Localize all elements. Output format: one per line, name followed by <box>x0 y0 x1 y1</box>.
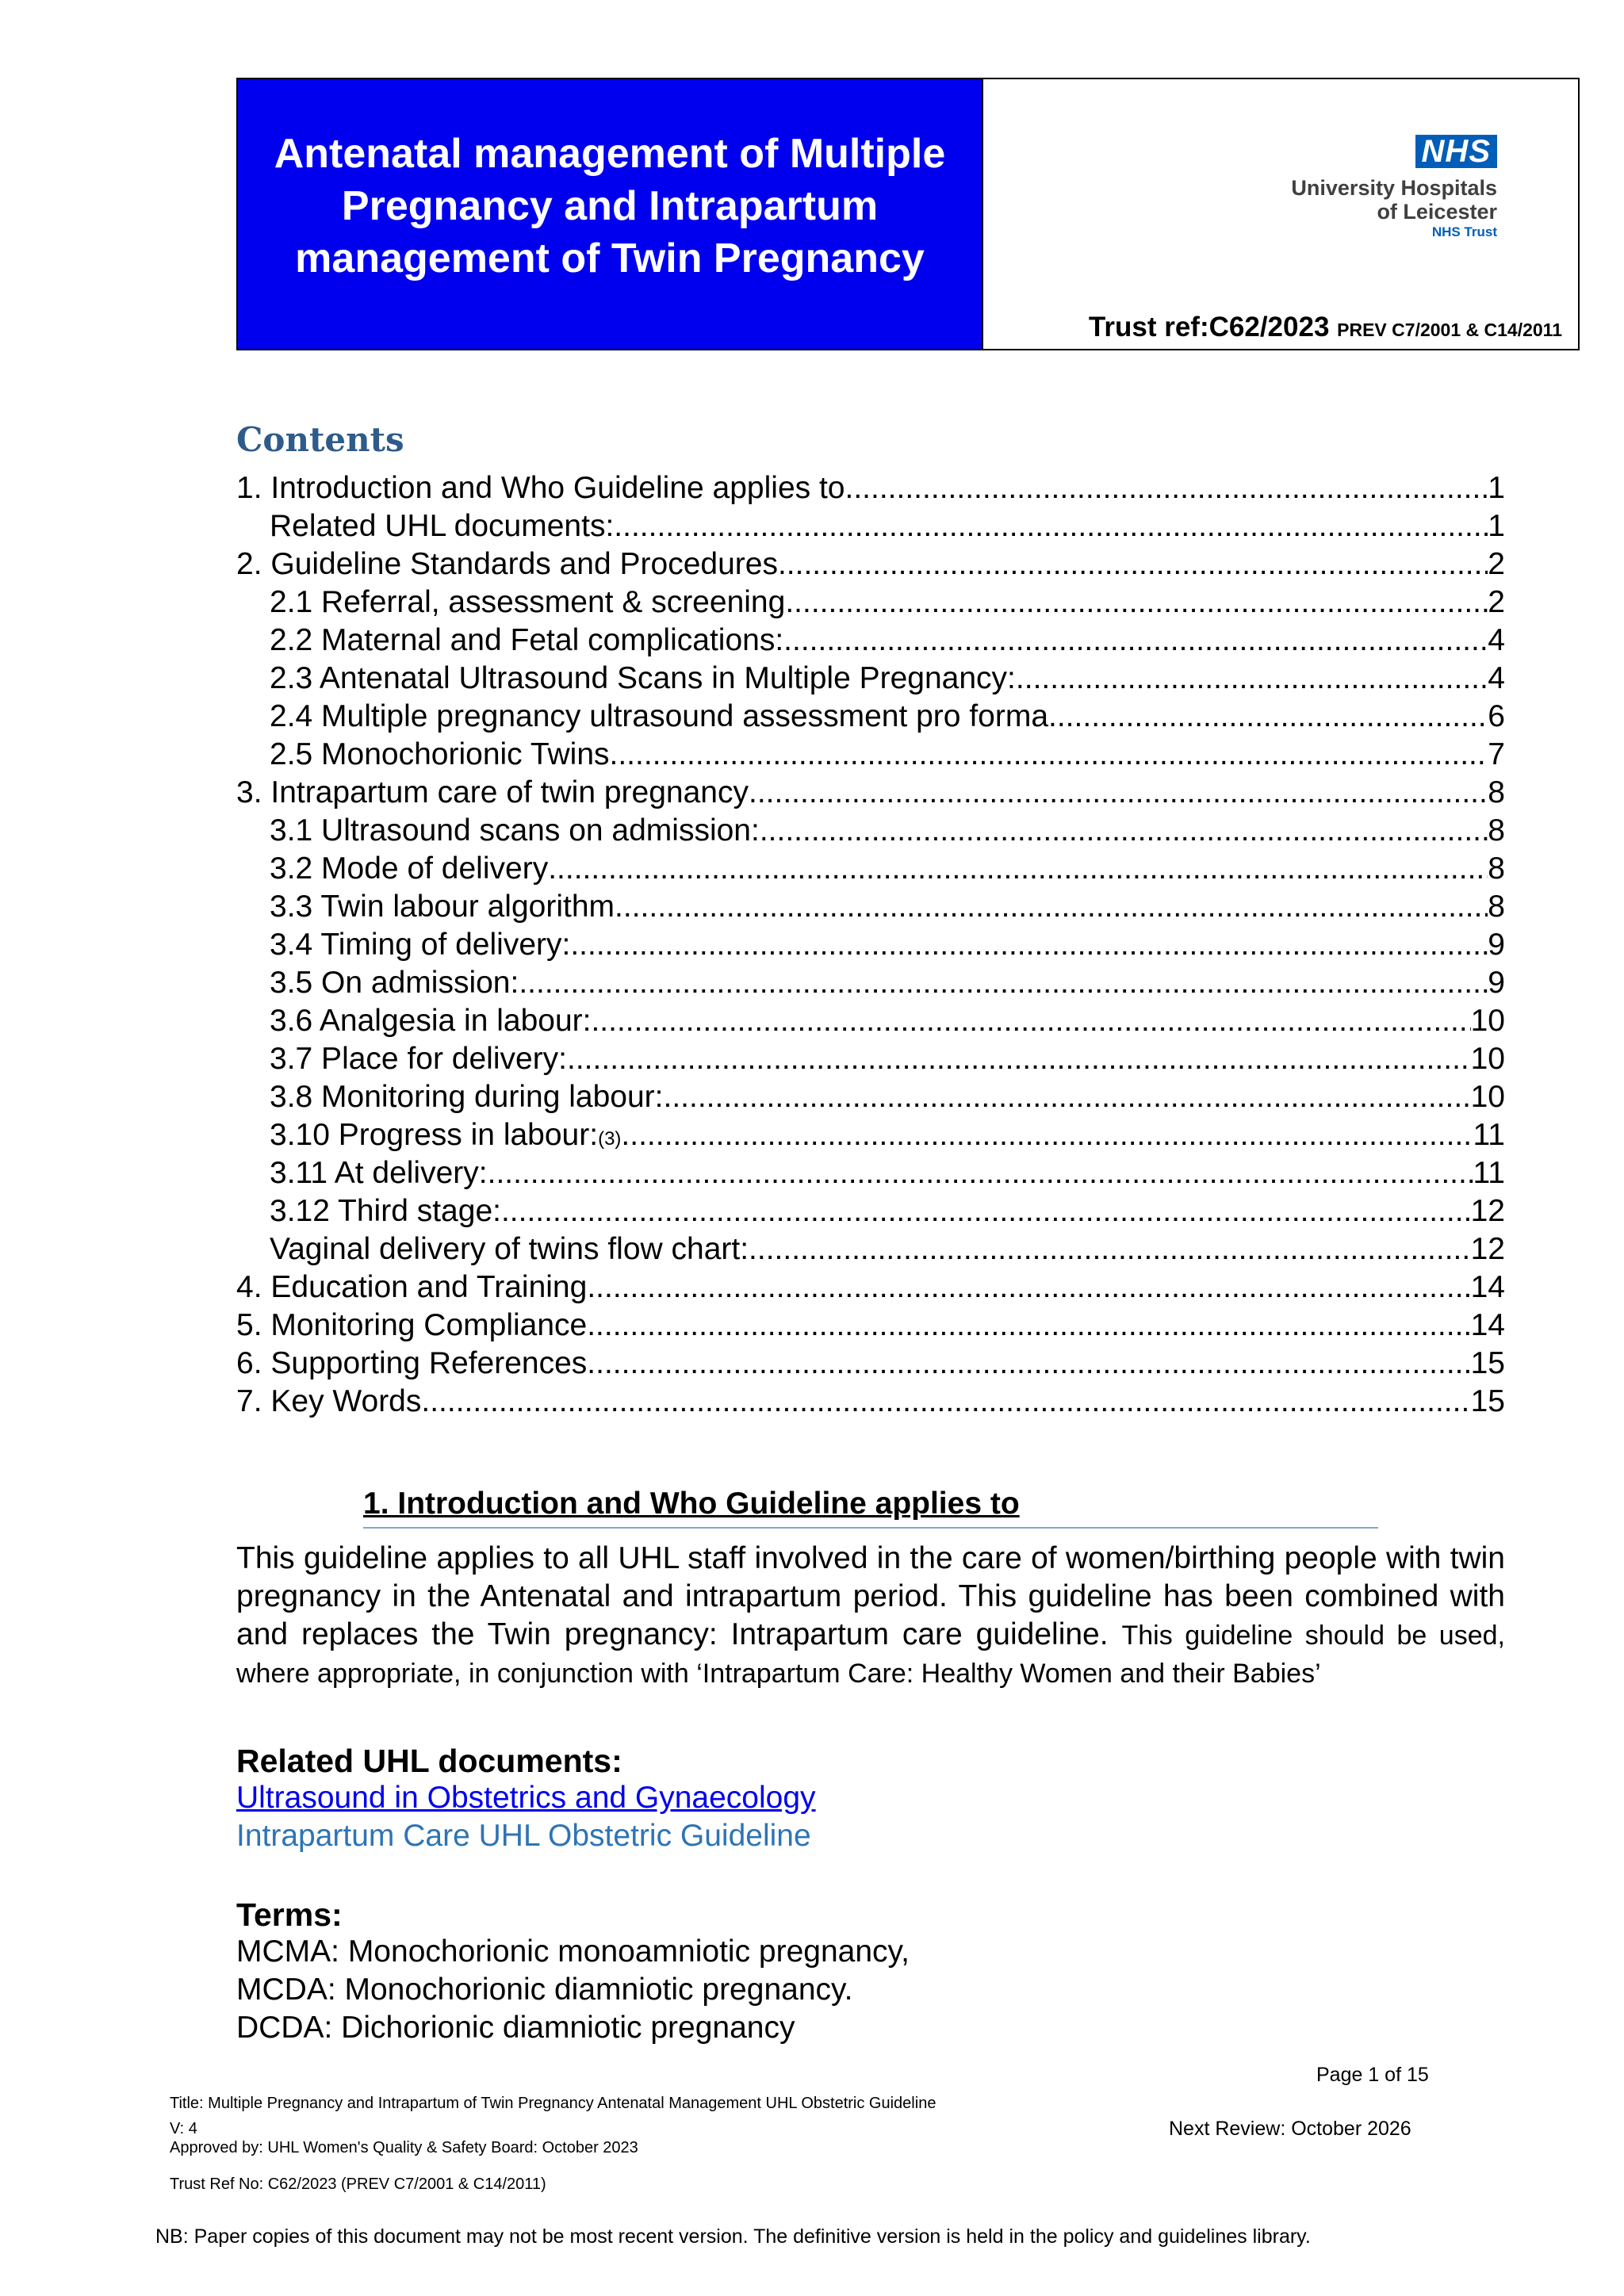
trust-ref-text: Trust ref:C62/2023 <box>1088 312 1330 342</box>
toc-dot-leader <box>785 584 1488 622</box>
toc-entry[interactable] <box>236 698 1505 736</box>
toc-entry-page: 2 <box>1488 585 1505 619</box>
toc-entry-title: 6. Supporting References <box>236 1346 588 1380</box>
terms-heading: Terms: <box>236 1896 343 1933</box>
toc-dot-leader <box>663 1078 1470 1116</box>
toc-dot-leader <box>587 1269 1470 1307</box>
footer-trust-ref: Trust Ref No: C62/2023 (PREV C7/2001 & C14/2011) <box>170 2175 546 2193</box>
toc-entry[interactable] <box>236 964 1505 1002</box>
toc-dot-leader <box>1016 660 1488 698</box>
toc-entry-page: 10 <box>1470 1042 1505 1076</box>
intro-paragraph <box>236 1540 1505 1692</box>
logo-line-3: NHS Trust <box>1431 224 1497 239</box>
toc-entry-page: 8 <box>1488 775 1505 809</box>
section-1-heading: 1. Introduction and Who Guideline applies to <box>363 1484 1378 1529</box>
toc-entry-title: 2.2 Maternal and Fetal complications: <box>270 623 784 657</box>
toc-entry[interactable] <box>236 1345 1505 1383</box>
toc-entry[interactable] <box>236 1078 1505 1116</box>
toc-entry-title: 1. Introduction and Who Guideline applies to <box>236 471 845 505</box>
toc-entry-title: 3.2 Mode of delivery <box>270 851 549 886</box>
toc-dot-leader <box>587 1307 1470 1345</box>
toc-entry-page: 9 <box>1488 966 1505 1000</box>
intro-text-main: This guideline applies to all UHL staff involved in the care of women/birthing people with twin pregnancy in the Antenatal and intrapartum period. This guideline has been combined with and replaces the Twin pregnancy: Intrapartum care guideline. <box>236 1541 1505 1651</box>
toc-entry-page: 2 <box>1488 547 1505 581</box>
toc-entry[interactable] <box>236 774 1505 812</box>
toc-entry-title: 2. Guideline Standards and Procedures <box>236 547 778 581</box>
toc-entry[interactable] <box>236 1192 1505 1230</box>
toc-entry-page: 10 <box>1470 1004 1505 1038</box>
logo-line-1: University Hospitals <box>1291 176 1497 200</box>
toc-dot-leader <box>760 812 1488 850</box>
toc-entry[interactable] <box>236 622 1505 660</box>
toc-dot-leader <box>1048 698 1488 736</box>
nhs-badge: NHS <box>1415 135 1497 168</box>
intrapartum-guideline-link[interactable]: Intrapartum Care UHL Obstetric Guideline <box>236 1819 811 1853</box>
toc-entry[interactable] <box>236 1307 1505 1345</box>
related-documents-heading: Related UHL documents: <box>236 1743 622 1779</box>
toc-entry-title: 2.3 Antenatal Ultrasound Scans in Multiple Pregnancy: <box>270 661 1016 695</box>
toc-entry-page: 14 <box>1470 1270 1505 1304</box>
toc-dot-leader <box>749 774 1488 812</box>
toc-entry-title: 3.11 At delivery: <box>270 1156 488 1190</box>
toc-entry[interactable] <box>236 660 1505 698</box>
footer-next-review: Next Review: October 2026 <box>1169 2118 1411 2140</box>
toc-entry[interactable] <box>236 926 1505 964</box>
toc-entry-title: 3.6 Analgesia in labour: <box>270 1004 592 1038</box>
toc-entry-title: 3.8 Monitoring during labour: <box>270 1080 664 1114</box>
toc-entry[interactable] <box>236 1040 1505 1078</box>
term-mcda: MCDA: Monochorionic diamniotic pregnancy. <box>236 1973 853 2007</box>
toc-entry[interactable] <box>236 736 1505 774</box>
toc-entry-title: 3.10 Progress in labour: <box>270 1118 599 1152</box>
ultrasound-guideline-link[interactable]: Ultrasound in Obstetrics and Gynaecology <box>236 1781 816 1815</box>
toc-dot-leader <box>488 1154 1473 1192</box>
footer-title: Title: Multiple Pregnancy and Intrapartum of Twin Pregnancy Antenatal Management UHL Obstetric Guideline <box>170 2095 936 2112</box>
toc-dot-leader <box>587 1345 1470 1383</box>
toc-entry[interactable] <box>236 812 1505 850</box>
contents-heading: Contents <box>236 420 404 459</box>
toc-entry[interactable] <box>236 469 1505 507</box>
toc-entry-page: 8 <box>1488 851 1505 886</box>
toc-dot-leader <box>548 850 1488 888</box>
toc-dot-leader <box>519 964 1488 1002</box>
toc-dot-leader <box>783 622 1488 660</box>
intro-text-secondary: This guideline should be used, where appropriate, in conjunction with ‘Intrapartum Care: Healthy Women and their Babies’ <box>236 1621 1505 1689</box>
toc-entry-page: 12 <box>1470 1232 1505 1266</box>
toc-entry-title: 3.7 Place for delivery: <box>270 1042 568 1076</box>
toc-entry[interactable] <box>236 1269 1505 1307</box>
footer-version: V: 4 <box>170 2120 197 2137</box>
toc-dot-leader <box>615 888 1488 926</box>
toc-entry[interactable] <box>236 545 1505 584</box>
toc-entry-page: 11 <box>1473 1156 1505 1190</box>
toc-dot-leader <box>567 1040 1471 1078</box>
toc-entry-page: 15 <box>1470 1346 1505 1380</box>
toc-entry[interactable] <box>236 584 1505 622</box>
toc-entry-page: 8 <box>1488 890 1505 924</box>
toc-dot-leader <box>845 469 1488 507</box>
toc-entry-page: 12 <box>1470 1194 1505 1228</box>
toc-entry-title: 2.5 Monochorionic Twins <box>270 737 610 771</box>
toc-entry-title: 2.4 Multiple pregnancy ultrasound assessment pro forma <box>270 699 1049 733</box>
toc-entry-page: 9 <box>1488 928 1505 962</box>
document-title: Antenatal management of Multiple Pregnancy and Intrapartum management of Twin Pregnancy <box>274 131 946 281</box>
toc-dot-leader <box>610 736 1488 774</box>
footer-disclaimer: NB: Paper copies of this document may not be most recent version. The definitive version is held in the policy and guidelines library. <box>155 2225 1311 2248</box>
toc-entry[interactable] <box>236 1154 1505 1192</box>
toc-entry[interactable] <box>236 1002 1505 1040</box>
toc-entry[interactable]: 3.10 Progress in labour: (3) ..... 11 <box>236 1116 1505 1154</box>
logo-panel <box>983 79 1578 349</box>
toc-dot-leader <box>570 926 1488 964</box>
toc-entry-title: 3.3 Twin labour algorithm <box>270 890 615 924</box>
logo-line-2: of Leicester <box>1377 200 1497 224</box>
toc-entry-page: 8 <box>1488 813 1505 848</box>
trust-reference <box>1089 310 1562 347</box>
page-number: Page 1 of 15 <box>1316 2064 1429 2086</box>
nhs-logo <box>1259 135 1497 241</box>
toc-dot-leader <box>591 1002 1470 1040</box>
toc-entry-page: 14 <box>1470 1308 1505 1342</box>
toc-entry-title: 2.1 Referral, assessment & screening <box>270 585 786 619</box>
toc-entry-title: 4. Education and Training <box>236 1270 588 1304</box>
toc-entry-page: 6 <box>1488 699 1505 733</box>
toc-entry-page: 15 <box>1470 1384 1505 1418</box>
footer-approved: Approved by: UHL Women's Quality & Safety Board: October 2023 <box>170 2139 638 2156</box>
toc-entry-title: 3.5 On admission: <box>270 966 519 1000</box>
toc-dot-leader <box>501 1192 1471 1230</box>
prev-ref-text: PREV C7/2001 & C14/2011 <box>1337 320 1562 340</box>
toc-entry[interactable] <box>236 1230 1505 1269</box>
table-of-contents <box>236 469 1505 1421</box>
toc-entry-page: 10 <box>1470 1080 1505 1114</box>
term-mcma: MCMA: Monochorionic monoamniotic pregnancy, <box>236 1934 910 1969</box>
toc-entry-title: 3.12 Third stage: <box>270 1194 501 1228</box>
toc-entry[interactable] <box>236 1383 1505 1421</box>
toc-entry-page: 1 <box>1488 471 1505 505</box>
toc-entry-title: 7. Key Words <box>236 1384 422 1418</box>
term-dcda: DCDA: Dichorionic diamniotic pregnancy <box>236 2011 795 2045</box>
toc-entry-title: Related UHL documents: <box>270 509 615 543</box>
toc-entry-page: 4 <box>1488 661 1505 695</box>
toc-dot-leader <box>621 1116 1473 1154</box>
toc-dot-leader <box>778 545 1488 584</box>
toc-entry[interactable] <box>236 507 1505 545</box>
toc-entry-title: 3. Intrapartum care of twin pregnancy <box>236 775 749 809</box>
toc-dot-leader <box>749 1230 1471 1269</box>
toc-entry-page: 11 <box>1473 1118 1505 1152</box>
toc-entry-title: 3.1 Ultrasound scans on admission: <box>270 813 760 848</box>
toc-entry-title: 5. Monitoring Compliance <box>236 1308 588 1342</box>
title-panel <box>238 79 983 349</box>
toc-entry-title: Vaginal delivery of twins flow chart: <box>270 1232 749 1266</box>
toc-dot-leader <box>421 1383 1470 1421</box>
toc-dot-leader <box>614 507 1488 545</box>
toc-entry[interactable] <box>236 850 1505 888</box>
document-header <box>236 78 1580 350</box>
toc-entry-title: 3.4 Timing of delivery: <box>270 928 571 962</box>
toc-entry-page: 1 <box>1488 509 1505 543</box>
toc-entry-page: 4 <box>1488 623 1505 657</box>
toc-entry-page: 7 <box>1488 737 1505 771</box>
toc-entry[interactable] <box>236 888 1505 926</box>
